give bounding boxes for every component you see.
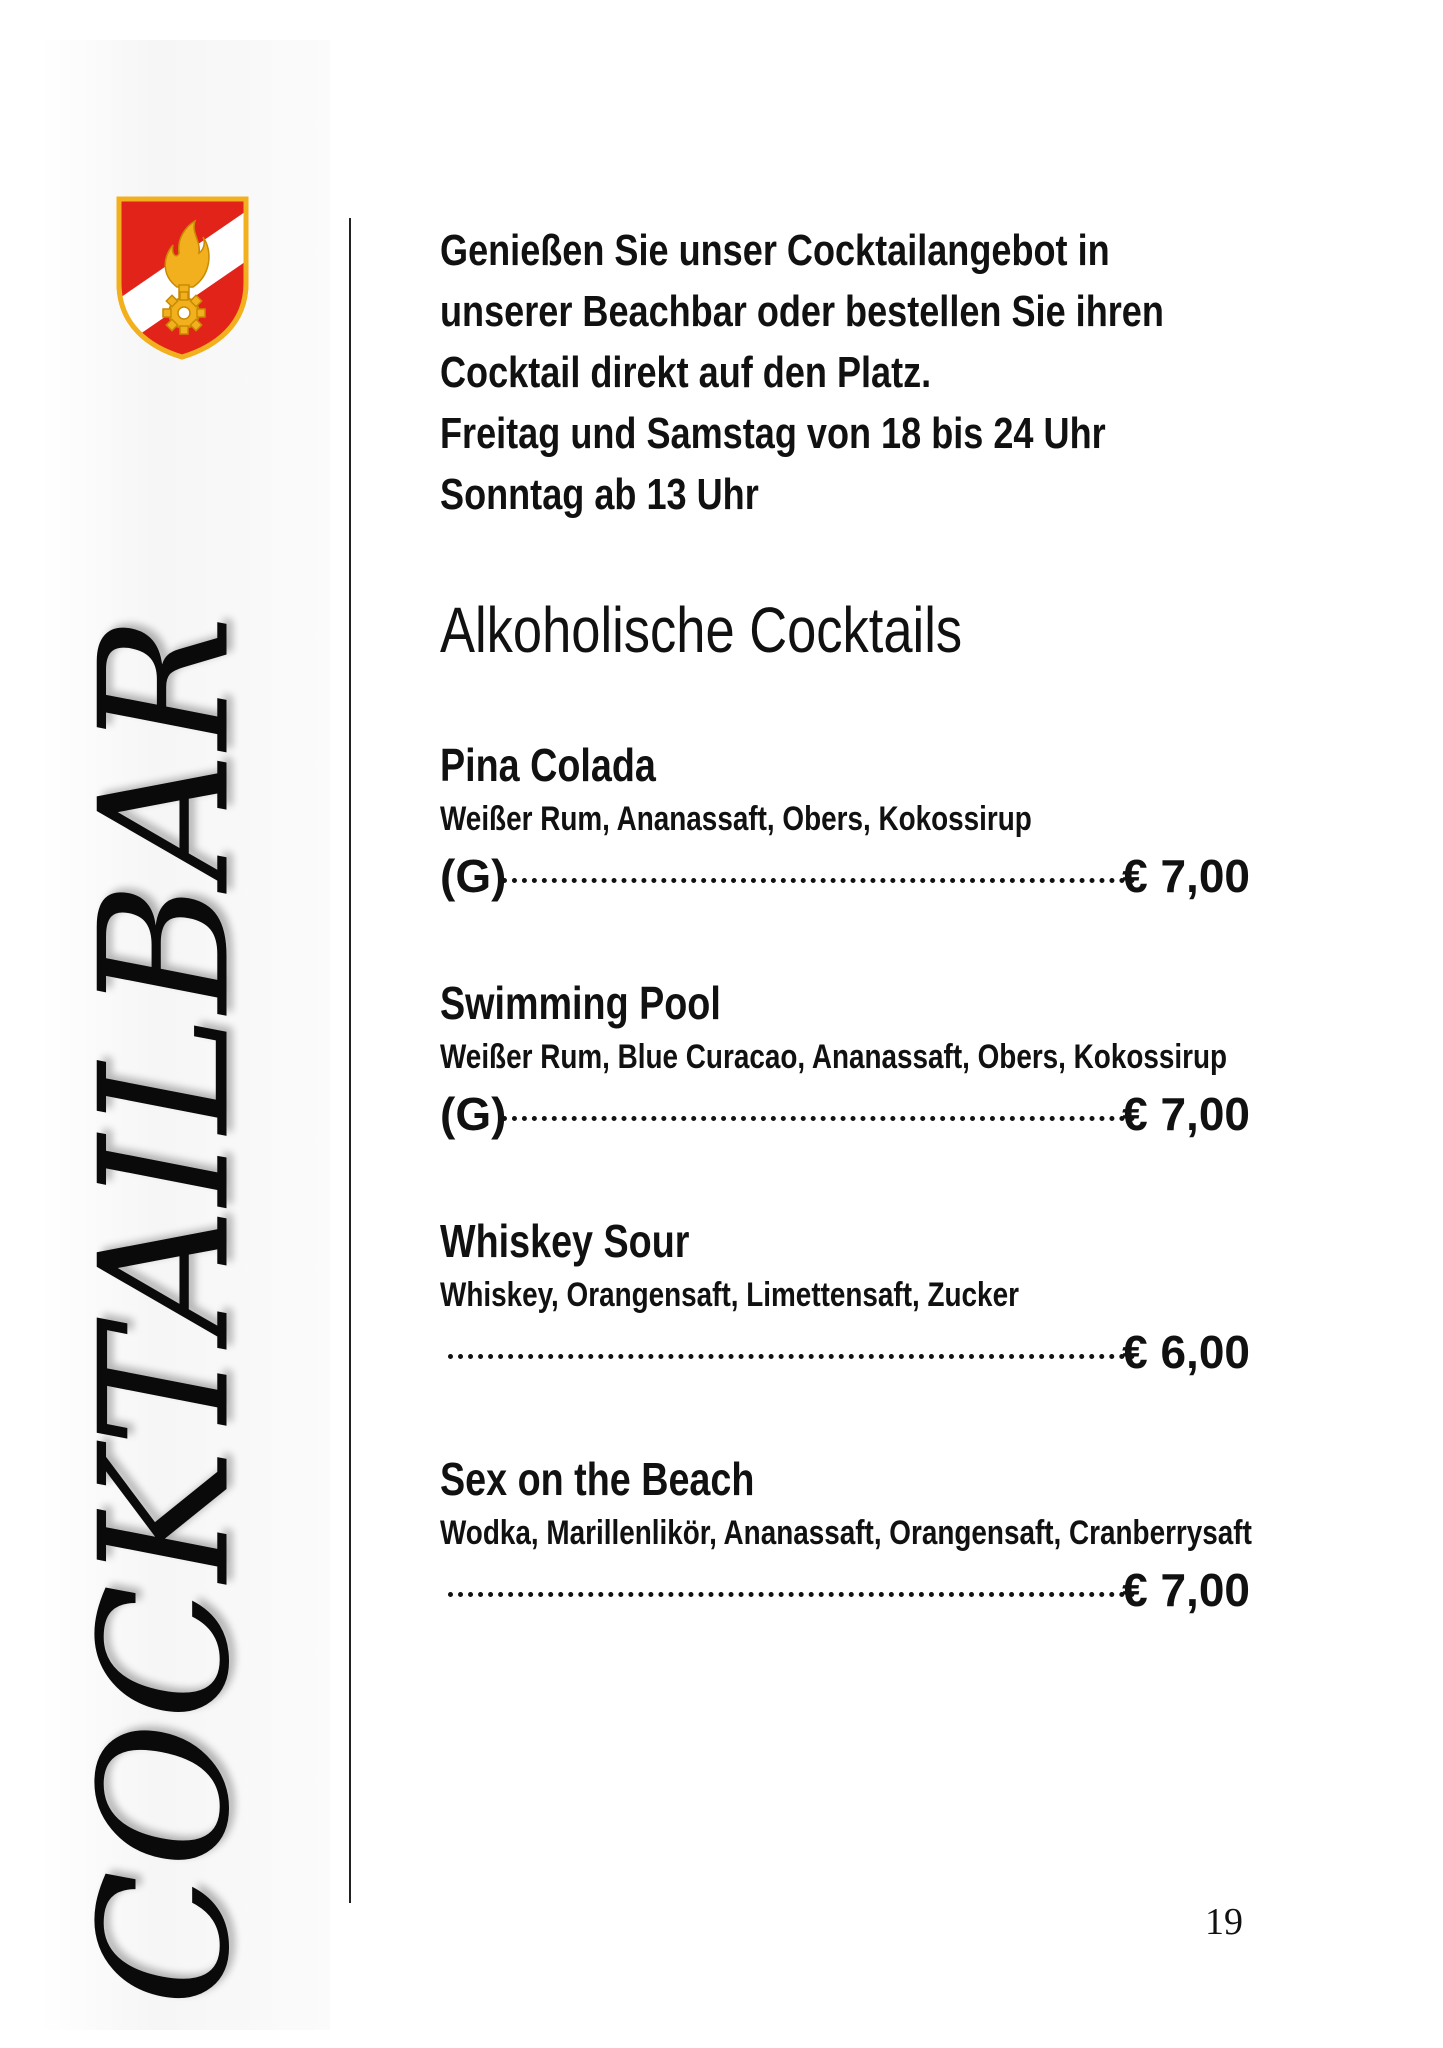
section-title: Alkoholische Cocktails [440, 594, 963, 666]
vertical-title: COCKTAILBAR [61, 613, 269, 2007]
item-ingredients: Weißer Rum, Ananassaft, Obers, Kokossirup [440, 800, 1032, 838]
allergen-code: (G) [440, 1088, 507, 1140]
vertical-divider [349, 218, 351, 1903]
dot-leader [502, 1116, 1135, 1121]
item-price: € 7,00 [1122, 1564, 1250, 1616]
item-price: € 6,00 [1122, 1326, 1250, 1378]
item-ingredients: Whiskey, Orangensaft, Limettensaft, Zucker [440, 1276, 1019, 1314]
price-row [440, 1082, 1250, 1146]
price-row [440, 1558, 1250, 1622]
intro-line: unserer Beachbar oder bestellen Sie ihren [440, 287, 1164, 336]
intro-line: Freitag und Samstag von 18 bis 24 Uhr [440, 409, 1106, 458]
dot-leader [448, 1592, 1135, 1597]
menu-content [440, 220, 1340, 1622]
item-name: Swimming Pool [440, 977, 721, 1029]
item-name: Pina Colada [440, 739, 656, 791]
item-name: Whiskey Sour [440, 1215, 690, 1267]
intro-line: Sonntag ab 13 Uhr [440, 470, 759, 519]
menu-item [440, 1450, 1340, 1622]
menu-item [440, 974, 1340, 1146]
allergen-code: (G) [440, 850, 507, 902]
page-number: 19 [1205, 1901, 1243, 1943]
price-row [440, 1320, 1250, 1384]
dot-leader [502, 878, 1135, 883]
price-row [440, 844, 1250, 908]
item-price: € 7,00 [1122, 1088, 1250, 1140]
fire-brigade-emblem-icon [115, 195, 250, 360]
intro-line: Genießen Sie unser Cocktailangebot in [440, 226, 1110, 275]
menu-item [440, 1212, 1340, 1384]
menu-item [440, 736, 1340, 908]
item-price: € 7,00 [1122, 850, 1250, 902]
dot-leader [448, 1354, 1135, 1359]
item-ingredients: Wodka, Marillenlikör, Ananassaft, Orangensaft, Cranberrysaft [440, 1514, 1252, 1552]
item-name: Sex on the Beach [440, 1453, 755, 1505]
intro-line: Cocktail direkt auf den Platz. [440, 348, 932, 397]
intro-text [440, 220, 1340, 525]
item-ingredients: Weißer Rum, Blue Curacao, Ananassaft, Obers, Kokossirup [440, 1038, 1228, 1076]
